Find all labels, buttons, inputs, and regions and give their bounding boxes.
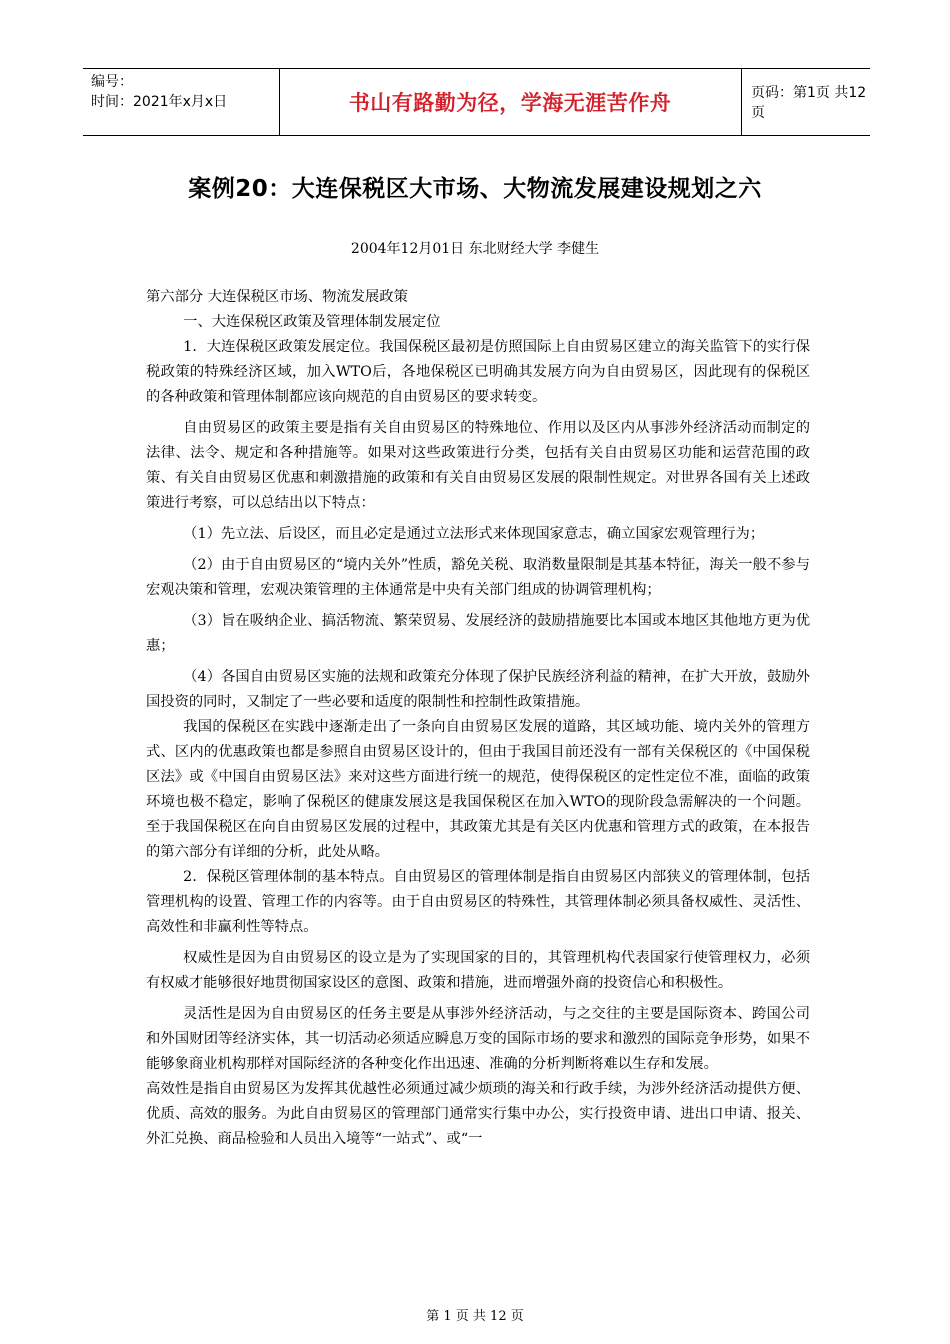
list-item: （2）由于自由贸易区的“境内关外”性质，豁免关税、取消数量限制是其基本特征，海关一般不参与宏观决策和管理，宏观决策管理的主体通常是中央有关部门组成的协调管理机构； — [146, 557, 810, 598]
list-item: （4）各国自由贸易区实施的法规和政策充分体现了保护民族经济利益的精神，在扩大开放，鼓励外国投资的同时，又制定了一些必要和适度的限制性和控制性政策措施。 — [146, 669, 810, 710]
document-body — [146, 285, 810, 1152]
document-title: 案例20：大连保税区大市场、大物流发展建设规划之六 — [188, 176, 762, 202]
list-item: （1）先立法、后设区，而且必定是通过立法形式来体现国家意志，确立国家宏观管理行为； — [183, 526, 765, 542]
subsection-heading: 一、大连保税区政策及管理体制发展定位 — [183, 314, 441, 330]
body-paragraph: 我国的保税区在实践中逐渐走出了一条向自由贸易区发展的道路，其区域功能、境内关外的管理方式、区内的优惠政策也都是参照自由贸易区设计的，但由于我国目前还没有一部有关保税区的《中国保税区法》或《中国自由贸易区法》来对这些方面进行统一的规范，使得保税区的定性定位不准，面临的政策环境也极不稳定，影响了保税区的健康发展这是我国保税区在加入WTO的现阶段急需解决的一个问题。至于我国保税区在向自由贸易区发展的过程中，其政策尤其是有关区内优惠和管理方式的政策，在本报告的第六部分有详细的分析，此处从略。 — [146, 719, 810, 860]
document-byline: 2004年12月01日 东北财经大学 李健生 — [350, 241, 600, 257]
body-paragraph: 权威性是因为自由贸易区的设立是为了实现国家的目的，其管理机构代表国家行使管理权力，必须有权威才能够很好地贯彻国家设区的意图、政策和措施，进而增强外商的投资信心和积极性。 — [146, 950, 810, 991]
time-label: 时间：2021年x月x日 — [91, 94, 228, 110]
header-motto: 书山有路勤为径，学海无涯苦作舟 — [348, 91, 672, 115]
body-paragraph: 高效性是指自由贸易区为发挥其优越性必须通过减少烦琐的海关和行政手续，为涉外经济活动提供方便、优质、高效的服务。为此自由贸易区的管理部门通常实行集中办公，实行投资申请、进出口申请、报关、外汇兑换、商品检验和人员出入境等“一站式”、或“一 — [146, 1081, 810, 1147]
section-heading: 第六部分 大连保税区市场、物流发展政策 — [146, 289, 408, 305]
header-page-label: 页码：第1页 共12页 — [751, 85, 867, 121]
body-paragraph: 1．大连保税区政策发展定位。我国保税区最初是仿照国际上自由贸易区建立的海关监管下的实行保税政策的特殊经济区域，加入WTO后，各地保税区已明确其发展方向为自由贸易区，因此现有的保税区的各种政策和管理体制都应该向规范的自由贸易区的要求转变。 — [146, 339, 810, 405]
body-paragraph: 自由贸易区的政策主要是指有关自由贸易区的特殊地位、作用以及区内从事涉外经济活动而制定的法律、法令、规定和各种措施等。如果对这些政策进行分类，包括有关自由贸易区功能和运营范围的政策、有关自由贸易区优惠和刺激措施的政策和有关自由贸易区发展的限制性规定。对世界各国有关上述政策进行考察，可以总结出以下特点： — [146, 420, 810, 511]
body-paragraph: 2．保税区管理体制的基本特点。自由贸易区的管理体制是指自由贸易区内部狭义的管理体制，包括管理机构的设置、管理工作的内容等。由于自由贸易区的特殊性，其管理体制必须具备权威性、灵活性、高效性和非赢利性等特点。 — [146, 869, 810, 935]
page-header — [83, 68, 870, 136]
list-item: （3）旨在吸纳企业、搞活物流、繁荣贸易、发展经济的鼓励措施要比本国或本地区其他地方更为优惠； — [146, 613, 810, 654]
header-divider — [741, 69, 742, 135]
number-label: 编号： — [91, 74, 133, 90]
page-footer: 第 1 页 共 12 页 — [426, 1309, 524, 1324]
header-meta — [91, 72, 275, 112]
body-paragraph: 灵活性是因为自由贸易区的任务主要是从事涉外经济活动，与之交往的主要是国际资本、跨国公司和外国财团等经济实体，其一切活动必须适应瞬息万变的国际市场的要求和激烈的国际竞争形势，如果不能够象商业机构那样对国际经济的各种变化作出迅速、准确的分析判断将难以生存和发展。 — [146, 1006, 810, 1072]
